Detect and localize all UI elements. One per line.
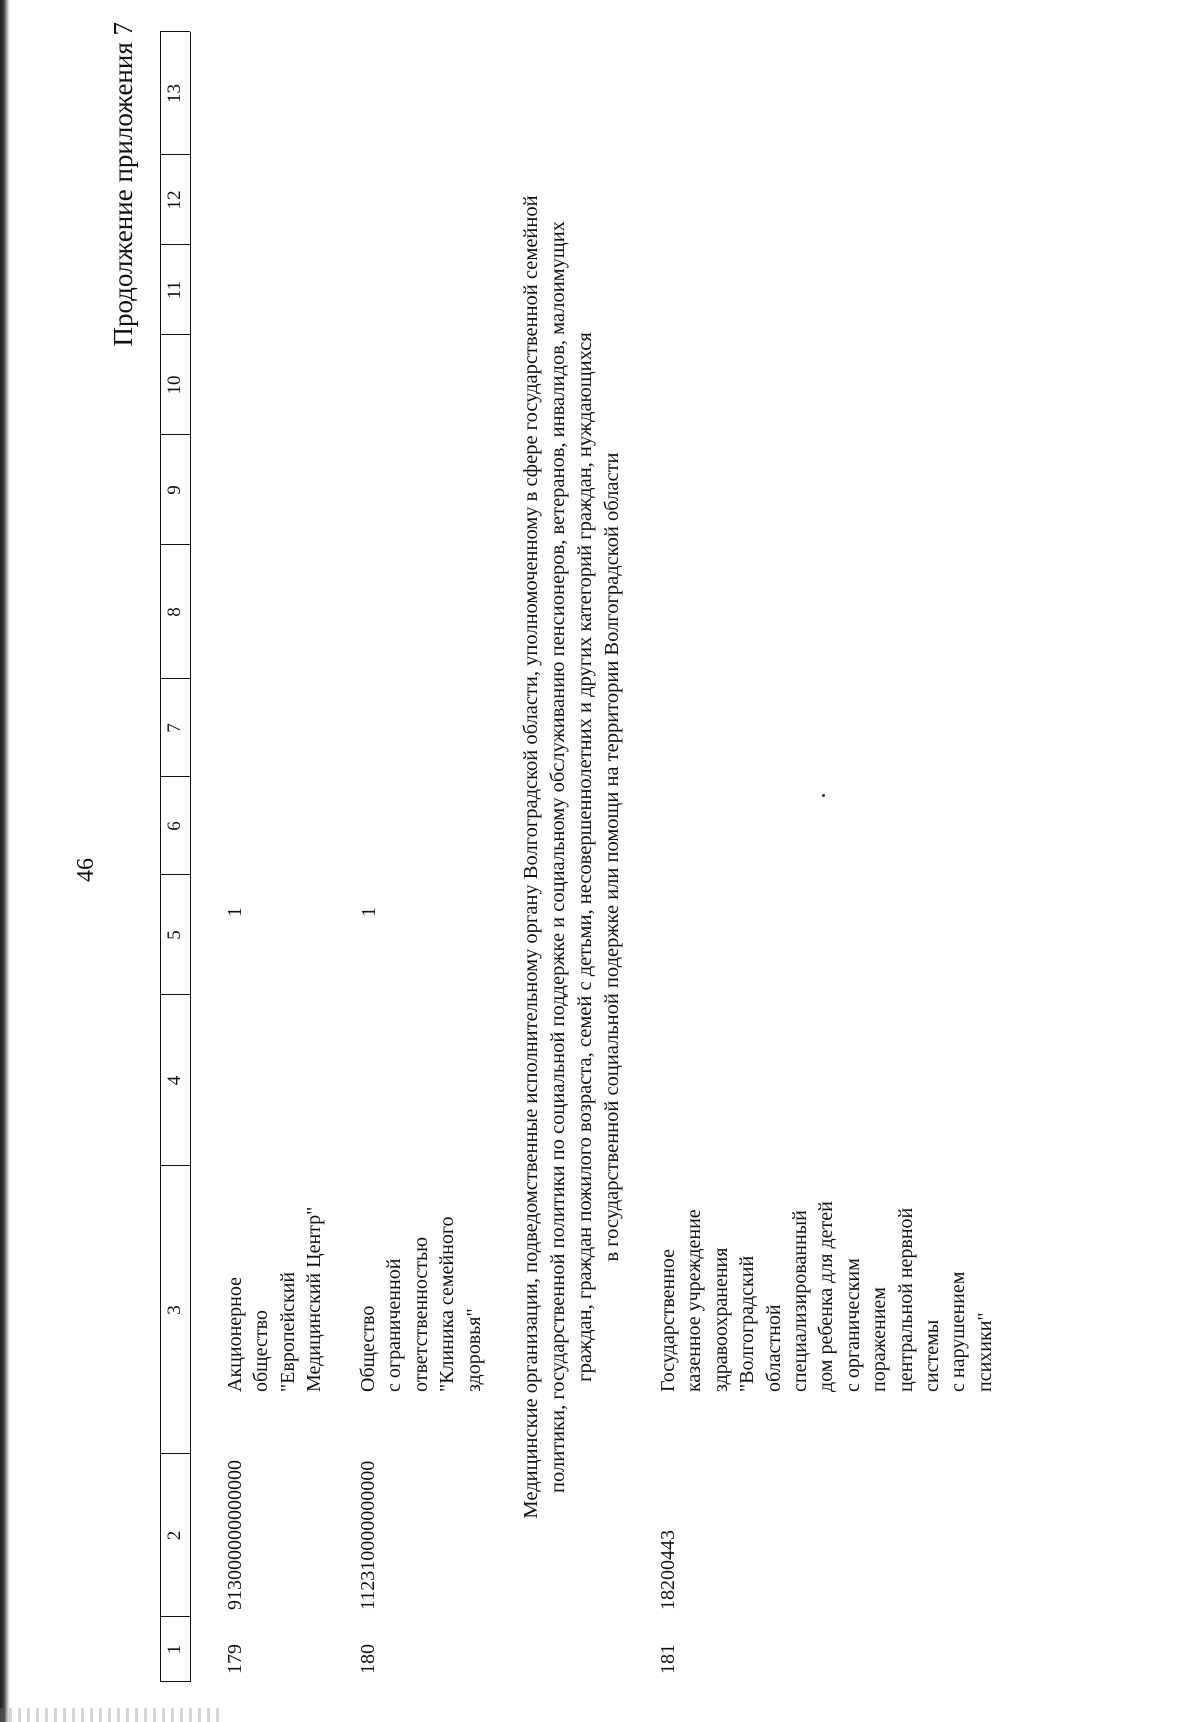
column-number: 4 [164, 1075, 185, 1086]
column-5-value: 1 [224, 907, 246, 917]
column-number: 9 [164, 485, 185, 495]
appendix-title: Продолжение приложения 7 [108, 22, 138, 347]
organization-name: Акционерное общество "Европейский Медицинский Центр" [224, 1206, 326, 1392]
column-number: 12 [164, 190, 185, 210]
section-heading: Медицинские организации, подведомственные исполнительному органу Волгоградской области, уполномоченному в сфере государственной семейной политики, государственной политики по социальной поддержке и социальному обслуживанию пенсионеров, ветеранов, инвалидов, малоимущих граждан, граждан пожилого возраста, семей с детьми, несовершеннолетних и других категорий граждан, нуждающихся в государственной социальной подержке или помощи на территории Волгоградской области [520, 195, 624, 1519]
column-number: 7 [164, 723, 185, 733]
column-number: 5 [164, 930, 185, 940]
column-number: 11 [164, 280, 185, 300]
scan-speck [822, 794, 825, 797]
organization-code: 112310000000000 [357, 1460, 379, 1610]
organization-name: Государственное казенное учреждение здравоохранения "Волгоградский областной специализированный дом ребенка для детей с органическим поражением центральной нервной системы с нарушением психики" [657, 1201, 996, 1392]
row-number: 180 [357, 1644, 379, 1674]
column-number: 6 [164, 821, 185, 831]
page-number: 46 [73, 858, 99, 882]
row-number: 179 [224, 1644, 246, 1674]
organization-name: Общество с ограниченной ответственностью "Клиника семейного здоровья" [357, 1216, 485, 1392]
row-number: 181 [657, 1644, 679, 1674]
column-number: 13 [164, 84, 185, 103]
column-5-value: 1 [358, 907, 380, 917]
column-number: 10 [164, 375, 185, 395]
column-number: 8 [164, 607, 185, 617]
column-number: 1 [164, 1644, 185, 1655]
organization-code: 913000000000000 [224, 1460, 246, 1610]
column-number: 2 [164, 1530, 185, 1541]
organization-code: 18200443 [657, 1530, 679, 1610]
header-bottom-rule [190, 32, 191, 1682]
column-number: 3 [164, 1305, 185, 1315]
